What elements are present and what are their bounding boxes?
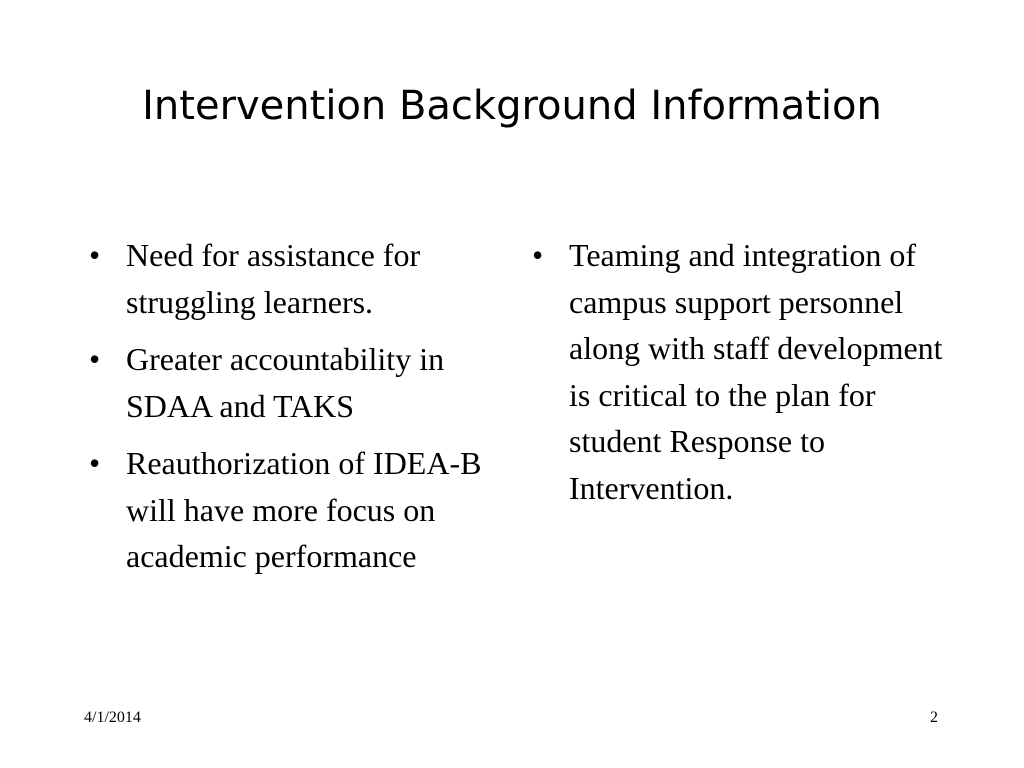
bullet-icon: • [89,445,101,481]
bullet-text: Need for assistance for struggling learners. [126,237,421,320]
bullet-item [84,440,504,580]
bullet-text: Greater accountability in SDAA and TAKS [126,341,445,424]
bullet-item [84,336,504,429]
bullet-icon: • [532,237,544,273]
bullet-icon: • [89,237,101,273]
bullet-icon: • [89,341,101,377]
left-bullet-list [84,232,504,591]
footer-page-number: 2 [930,709,938,726]
footer-date: 4/1/2014 [84,709,141,726]
bullet-item [84,232,504,325]
bullet-text: Teaming and integration of campus support personnel along with staff development is critical to the plan for student Response to Intervention. [569,237,943,506]
right-bullet-list [527,232,947,522]
bullet-text: Reauthorization of IDEA-B will have more focus on academic performance [126,445,482,574]
slide-title: Intervention Background Information [142,83,882,129]
bullet-item [527,232,947,511]
